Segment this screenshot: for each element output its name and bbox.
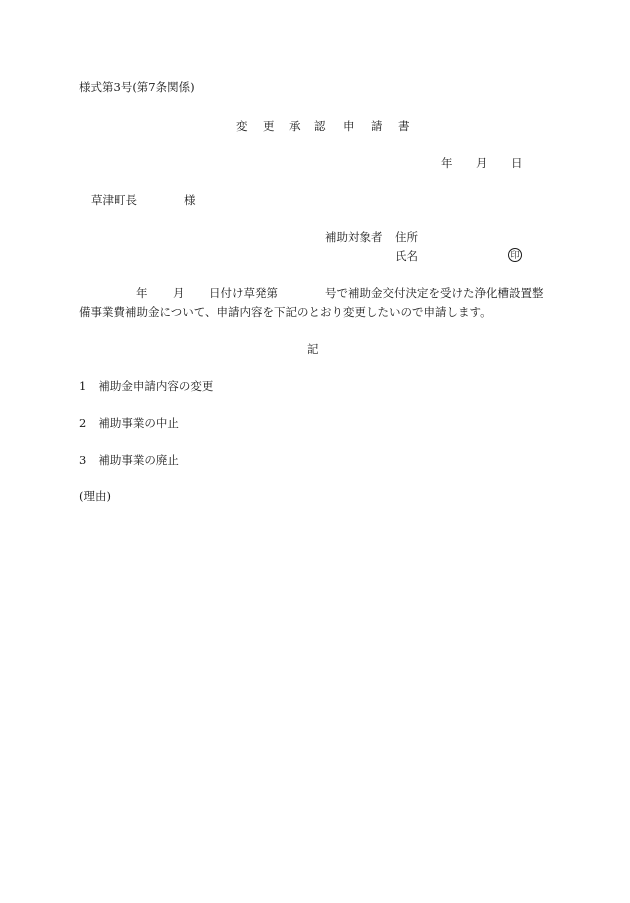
item-number: 1	[79, 379, 87, 393]
body-line1-rest: 号で補助金交付決定を受けた浄化槽設置整	[325, 286, 544, 300]
addressee-honorific: 様	[184, 193, 196, 207]
title-char: 認	[314, 119, 326, 133]
item-text: 補助事業の中止	[98, 416, 179, 430]
name-label: 氏名	[395, 249, 418, 263]
item-text: 補助事業の廃止	[98, 453, 179, 467]
date-day: 日	[511, 156, 523, 170]
body-year: 年	[136, 286, 148, 300]
body-line2: 備事業費補助金について、申請内容を下記のとおり変更したいので申請します。	[79, 305, 492, 319]
ki-heading: 記	[307, 342, 319, 356]
list-item	[79, 418, 179, 430]
title-char: 申	[343, 119, 355, 133]
seal-icon: 印	[508, 248, 522, 262]
address-label: 住所	[395, 230, 418, 244]
body-month: 月	[173, 286, 185, 300]
title-char: 変	[236, 119, 248, 133]
document-title	[236, 121, 418, 133]
addressee-name: 草津町長	[91, 193, 137, 207]
item-number: 2	[79, 416, 87, 430]
list-item	[79, 455, 179, 467]
title-char: 更	[263, 119, 275, 133]
form-label: 様式第3号(第7条関係)	[79, 80, 195, 94]
title-char: 請	[371, 119, 383, 133]
reason-label: (理由)	[79, 489, 111, 503]
title-char: 書	[398, 119, 410, 133]
applicant-role: 補助対象者	[325, 230, 383, 244]
date-year: 年	[441, 156, 453, 170]
item-number: 3	[79, 453, 87, 467]
date-month: 月	[476, 156, 488, 170]
list-item	[79, 381, 213, 393]
body-day-ref: 日付け草発第	[209, 286, 278, 300]
title-char: 承	[289, 119, 301, 133]
item-text: 補助金申請内容の変更	[98, 379, 214, 393]
